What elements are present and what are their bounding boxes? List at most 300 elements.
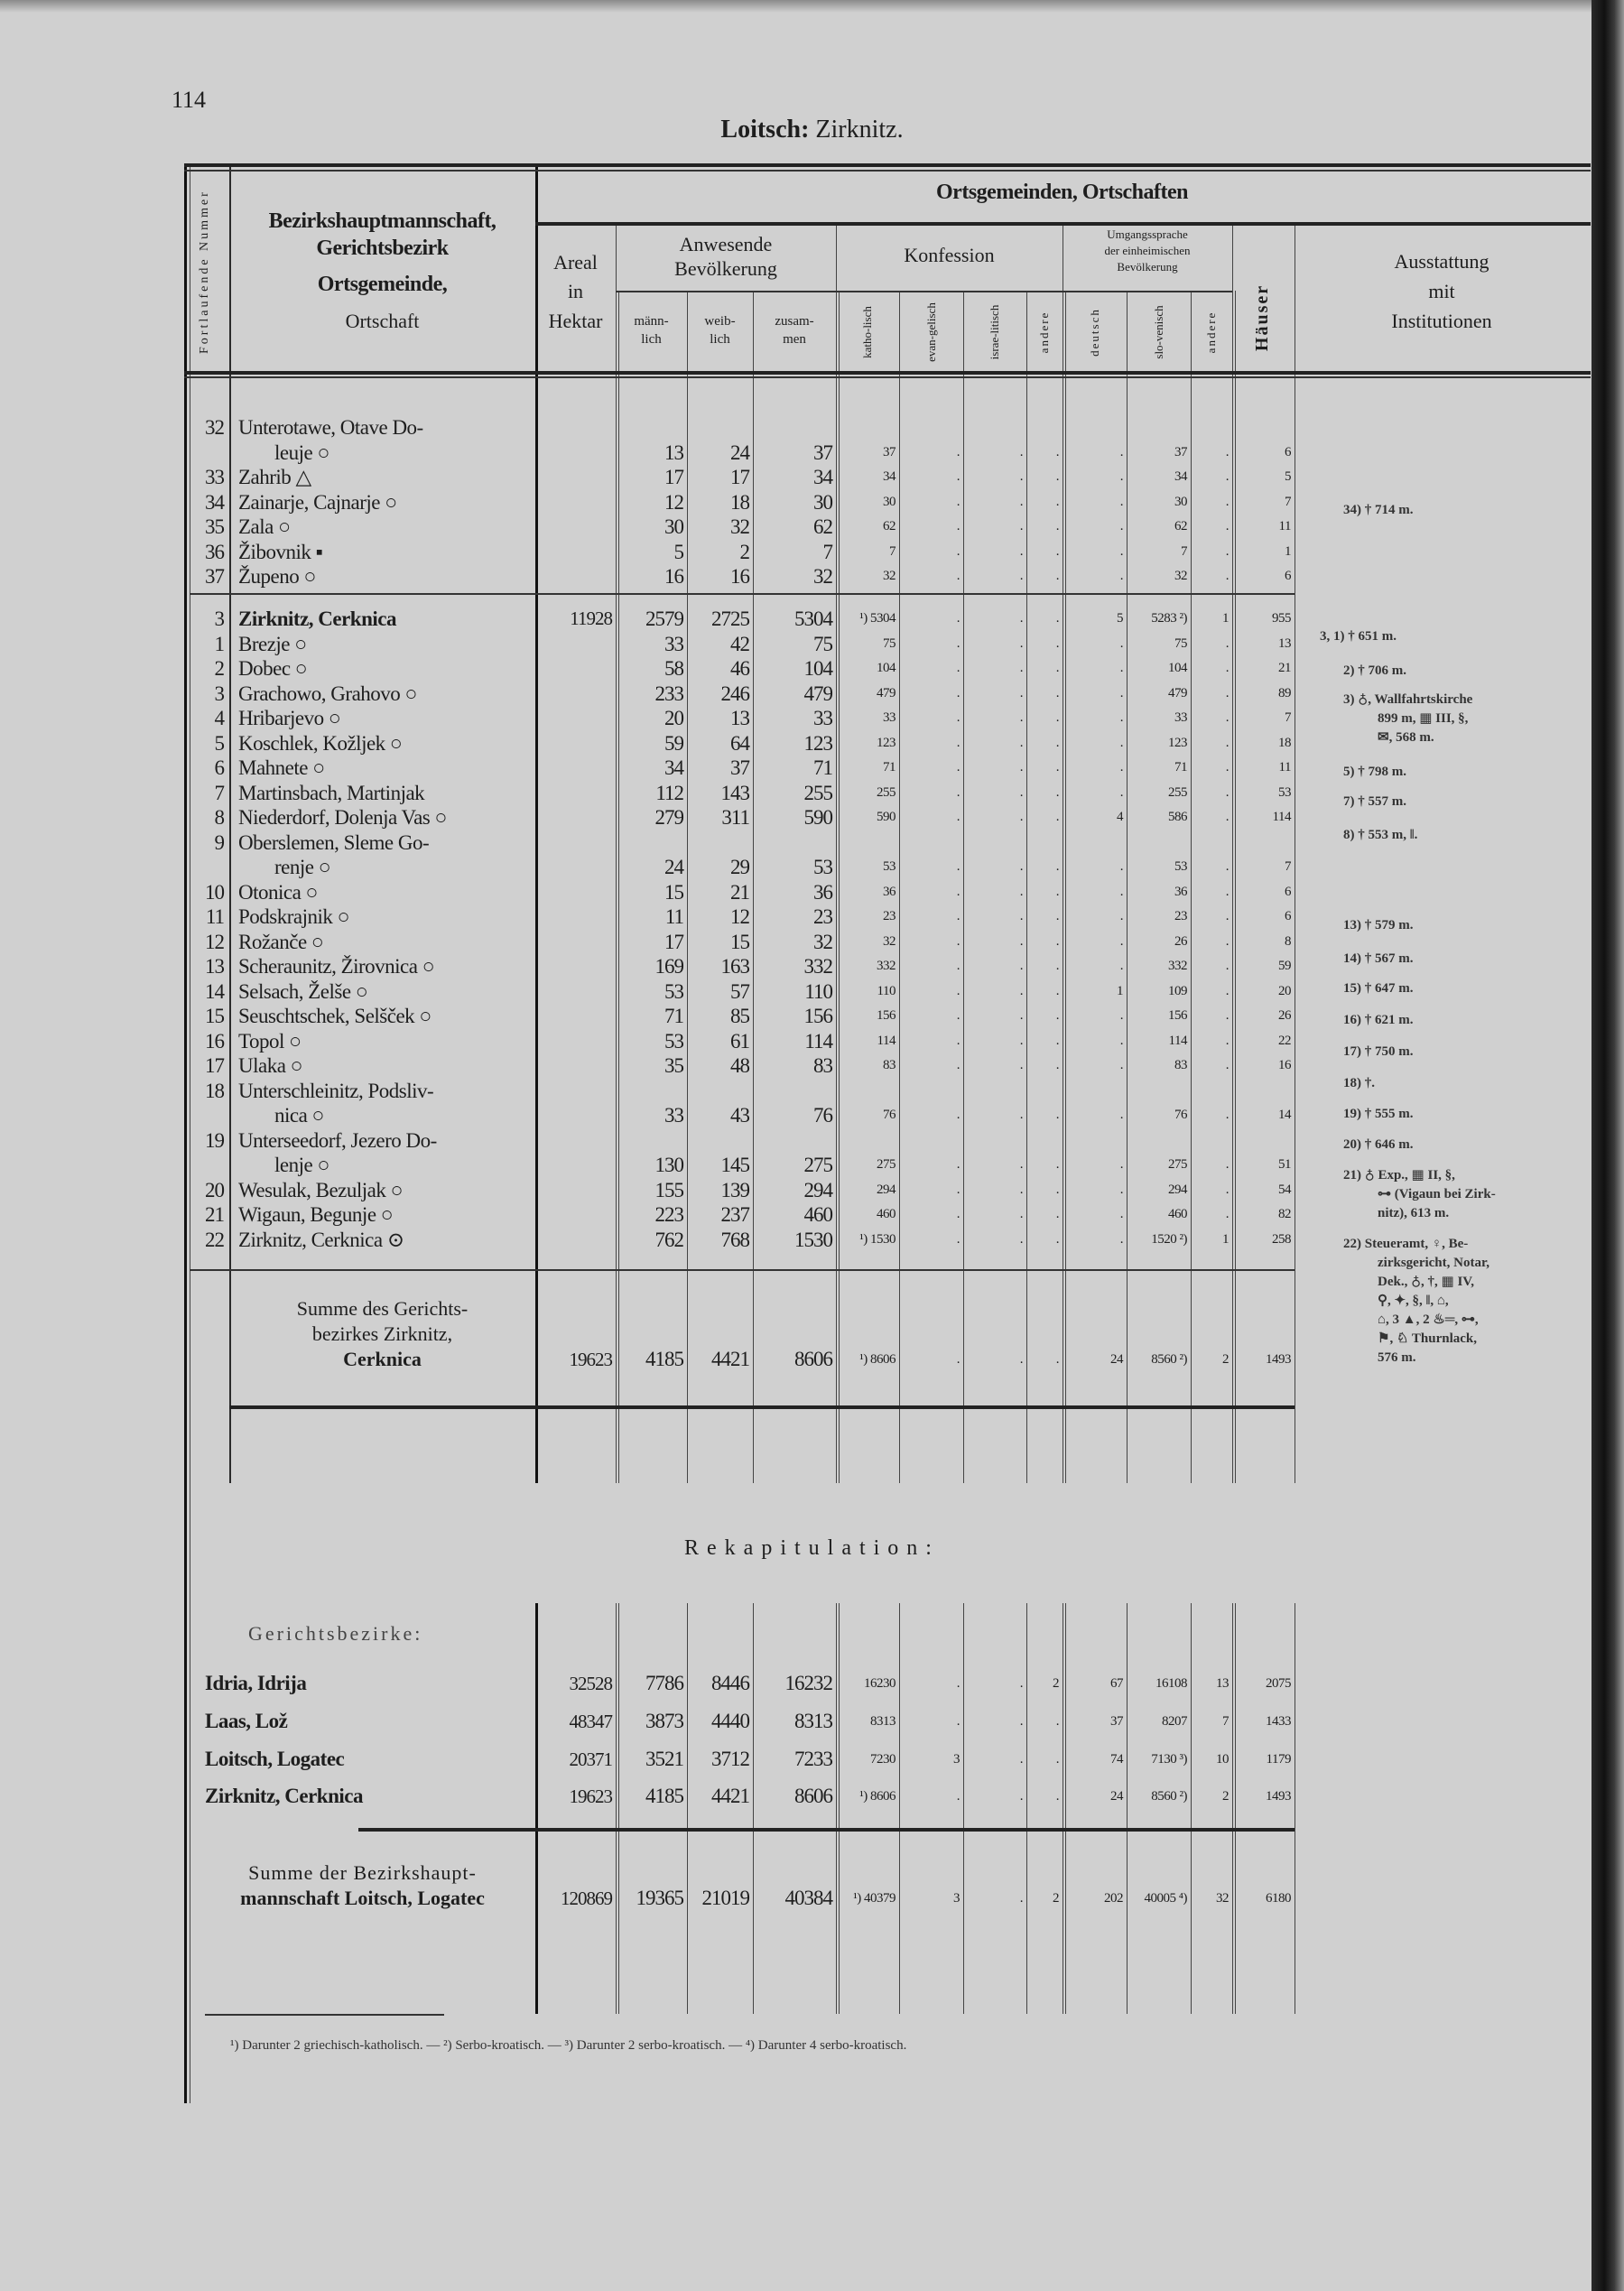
recap-sum-name-line: Summe der Bezirkshaupt-: [248, 1861, 477, 1884]
cell-deu: .: [1119, 784, 1123, 800]
place-name: Oberslemen, Sleme Go-: [238, 830, 430, 854]
cell-m: 33: [664, 1104, 683, 1127]
cell-ev: .: [956, 469, 960, 484]
cell-haus: 7: [1285, 859, 1291, 874]
cell-m: 30: [664, 515, 683, 538]
row-number: 34: [205, 490, 224, 514]
institution-note-line: 16) † 621 m.: [1343, 1013, 1414, 1027]
cell-deu: .: [1119, 569, 1123, 583]
row-number: 8: [214, 806, 224, 829]
recap-title: Rekapitulation:: [684, 1536, 940, 1560]
cell-and1: .: [1055, 760, 1059, 774]
cell-z: 255: [803, 781, 832, 804]
header-areal-hektar: Hektar: [548, 310, 603, 332]
cell-and1: .: [1055, 1714, 1059, 1729]
table-row: [0, 415, 1624, 465]
cell-isr: .: [1019, 1789, 1023, 1804]
cell-z: 156: [803, 1005, 832, 1027]
cell-slo: 294: [1168, 1182, 1187, 1197]
recap-district-name: Idria, Idrija: [205, 1672, 307, 1694]
cell-w: 246: [720, 682, 749, 705]
cell-w: 145: [720, 1154, 749, 1176]
place-name: Mahnete ○: [238, 756, 325, 779]
cell-and2: .: [1225, 685, 1229, 700]
cell-m: 169: [654, 955, 683, 978]
cell-haus: 51: [1278, 1157, 1291, 1172]
cell-z: 36: [813, 880, 832, 904]
cell-areal: 120869: [561, 1888, 612, 1909]
column-rule: [1232, 222, 1233, 291]
cell-m: 53: [664, 979, 683, 1003]
header-areal-in: in: [567, 280, 584, 302]
cell-m: 33: [664, 632, 683, 655]
place-name: nica ○: [274, 1104, 324, 1127]
cell-ev: .: [956, 1033, 960, 1048]
cell-and2: 2: [1222, 1352, 1229, 1367]
cell-z: 75: [813, 632, 832, 655]
cell-and1: .: [1055, 784, 1059, 800]
cell-haus: 21: [1278, 661, 1291, 675]
cell-haus: 7: [1285, 710, 1291, 725]
header-weiblich-2: lich: [710, 332, 730, 347]
row-number: 20: [205, 1178, 224, 1201]
cell-haus: 16: [1278, 1058, 1291, 1072]
row-number: 6: [214, 756, 224, 779]
cell-m: 233: [654, 682, 683, 705]
cell-m: 155: [654, 1178, 683, 1201]
cell-and1: .: [1055, 710, 1059, 725]
cell-w: 8446: [711, 1672, 749, 1694]
cell-isr: .: [1019, 735, 1023, 750]
row-number: 3: [214, 608, 224, 630]
institution-note-line: 19) † 555 m.: [1343, 1107, 1414, 1121]
cell-and1: .: [1055, 685, 1059, 700]
cell-and2: .: [1225, 1033, 1229, 1048]
institution-note-line: 3) ♁, Wallfahrtskirche: [1343, 692, 1473, 707]
cell-z: 71: [813, 756, 832, 779]
cell-ev: 3: [953, 1891, 960, 1906]
row-number: 17: [205, 1054, 224, 1077]
row-number: 12: [205, 930, 224, 953]
cell-and1: .: [1055, 1207, 1059, 1221]
cell-and2: .: [1225, 469, 1229, 484]
cell-kath: 590: [877, 810, 896, 824]
place-name: Koschlek, Kožljek ○: [238, 731, 403, 755]
cell-and2: .: [1225, 519, 1229, 533]
cell-ev: .: [956, 494, 960, 509]
cell-deu: .: [1119, 685, 1123, 700]
place-name: Unterseedorf, Jezero Do-: [238, 1128, 437, 1152]
cell-z: 110: [804, 979, 832, 1003]
cell-isr: .: [1019, 635, 1023, 651]
row-number: 18: [205, 1079, 224, 1102]
sum-rule: [229, 1405, 1295, 1409]
cell-ev: .: [956, 1182, 960, 1197]
cell-deu: .: [1119, 1207, 1123, 1221]
institution-note-line: 15) † 647 m.: [1343, 981, 1414, 996]
cell-m: 34: [664, 756, 683, 779]
cell-isr: .: [1019, 494, 1023, 509]
header-deutsch: deutsch: [1088, 308, 1101, 357]
cell-isr: .: [1019, 469, 1023, 484]
cell-z: 5304: [794, 608, 832, 630]
cell-and1: .: [1055, 569, 1059, 583]
cell-m: 15: [664, 880, 683, 904]
cell-haus: 1493: [1266, 1789, 1291, 1804]
cell-slo: 26: [1174, 933, 1187, 949]
cell-haus: 11: [1278, 760, 1291, 774]
cell-and1: .: [1055, 959, 1059, 973]
cell-deu: .: [1119, 933, 1123, 949]
cell-areal: 19623: [569, 1785, 612, 1807]
place-name: Dobec ○: [238, 657, 308, 680]
cell-z: 16232: [784, 1672, 832, 1694]
cell-and1: .: [1055, 661, 1059, 675]
cell-z: 62: [813, 515, 832, 538]
institution-note: [1343, 1105, 1414, 1124]
cell-and1: 2: [1053, 1891, 1059, 1906]
recap-district-name: Laas, Lož: [205, 1710, 288, 1732]
cell-slo: 62: [1174, 519, 1187, 533]
place-name: Seuschtschek, Selšček ○: [238, 1005, 432, 1027]
cell-deu: 67: [1110, 1676, 1123, 1691]
cell-haus: 114: [1272, 810, 1291, 824]
institution-note-line: ✉, 568 m.: [1378, 730, 1434, 745]
row-number: 2: [214, 657, 224, 680]
cell-and1: .: [1055, 810, 1059, 824]
cell-ev: .: [956, 760, 960, 774]
cell-w: 17: [730, 466, 749, 488]
cell-isr: .: [1019, 1714, 1023, 1729]
cell-slo: 76: [1174, 1108, 1187, 1122]
cell-m: 17: [664, 466, 683, 488]
cell-z: 123: [803, 731, 832, 755]
header-einheimischen: der einheimischen: [1104, 244, 1191, 257]
recap-sum-name-line: mannschaft Loitsch, Logatec: [240, 1887, 485, 1909]
cell-m: 5: [673, 540, 683, 563]
cell-deu: .: [1119, 1157, 1123, 1172]
cell-kath: 71: [883, 760, 896, 774]
cell-w: 46: [730, 657, 749, 680]
cell-kath: ¹) 8606: [859, 1789, 896, 1804]
cell-kath: 32: [883, 933, 896, 949]
cell-w: 2: [739, 540, 749, 563]
institution-note-line: 20) † 646 m.: [1343, 1137, 1414, 1152]
cell-and2: .: [1225, 1157, 1229, 1172]
cell-slo: 114: [1168, 1033, 1187, 1048]
cell-ev: .: [956, 1108, 960, 1122]
cell-z: 32: [813, 930, 832, 953]
footnotes: ¹) Darunter 2 griechisch-katholisch. — ²) Serbo-kroatisch. — ³) Darunter 2 serbo-kroatisch. — ⁴) Darunter 4 serbo-kroatisch.: [230, 2038, 907, 2053]
cell-and2: .: [1225, 710, 1229, 725]
cell-and2: 2: [1222, 1789, 1229, 1804]
cell-kath: ¹) 1530: [859, 1231, 896, 1247]
cell-ev: .: [956, 859, 960, 874]
cell-slo: 1520 ²): [1151, 1231, 1187, 1247]
cell-z: 104: [803, 657, 832, 680]
institution-note-line: 7) † 557 m.: [1343, 794, 1406, 809]
cell-and2: .: [1225, 784, 1229, 800]
institution-note-line: 34) † 714 m.: [1343, 503, 1414, 517]
cell-isr: .: [1019, 810, 1023, 824]
cell-kath: 30: [883, 494, 896, 509]
place-name: leuje ○: [274, 441, 329, 464]
cell-haus: 13: [1278, 635, 1291, 651]
institution-note: [1320, 627, 1397, 646]
cell-slo: 37: [1174, 444, 1187, 459]
institution-note-line: ⊶ (Vigaun bei Zirk-: [1378, 1187, 1496, 1201]
cell-m: 13: [664, 441, 683, 464]
cell-m: 24: [664, 856, 683, 878]
cell-isr: .: [1019, 983, 1023, 998]
cell-isr: .: [1019, 661, 1023, 675]
cell-deu: .: [1119, 1008, 1123, 1023]
cell-and2: .: [1225, 1182, 1229, 1197]
cell-and2: 1: [1222, 1231, 1229, 1247]
cell-ev: 3: [953, 1752, 960, 1767]
header-zusammen-2: men: [783, 332, 806, 347]
place-name: Podskrajnik ○: [238, 905, 350, 928]
place-name: Unterschleinitz, Podsliv-: [238, 1079, 434, 1102]
header-rule: [535, 222, 1591, 226]
institution-note-line: 576 m.: [1378, 1350, 1416, 1365]
cell-m: 4185: [645, 1348, 683, 1370]
cell-and1: .: [1055, 1752, 1059, 1767]
cell-w: 768: [720, 1228, 749, 1251]
cell-and2: 1: [1222, 611, 1229, 626]
cell-and1: .: [1055, 611, 1059, 626]
cell-deu: 74: [1110, 1752, 1123, 1767]
cell-m: 762: [654, 1228, 683, 1251]
row-number: 33: [205, 466, 224, 488]
header-rule: [616, 291, 836, 292]
cell-and1: .: [1055, 933, 1059, 949]
header-bevoelkerung: Bevölkerung: [674, 257, 777, 280]
cell-haus: 8: [1285, 933, 1291, 949]
cell-and2: 10: [1216, 1752, 1229, 1767]
header-evangelisch: evan-gelisch: [924, 302, 938, 362]
cell-z: 40384: [784, 1887, 832, 1909]
cell-kath: 104: [877, 661, 896, 675]
cell-isr: .: [1019, 1352, 1023, 1367]
cell-and2: .: [1225, 444, 1229, 459]
cell-w: 42: [730, 632, 749, 655]
cell-haus: 2075: [1266, 1676, 1291, 1691]
cell-kath: 7: [889, 543, 896, 559]
place-name: Niederdorf, Dolenja Vas ○: [238, 806, 447, 829]
header-anwesende: Anwesende: [679, 233, 773, 255]
cell-ev: .: [956, 810, 960, 824]
cell-and1: .: [1055, 1058, 1059, 1072]
cell-isr: .: [1019, 1157, 1023, 1172]
cell-kath: 255: [877, 784, 896, 800]
cell-and2: .: [1225, 983, 1229, 998]
cell-m: 3873: [645, 1710, 683, 1732]
group-separator: [190, 1269, 1295, 1271]
header-konfession: Konfession: [904, 244, 995, 266]
institution-note-line: 22) Steueramt, ♀, Be-: [1343, 1237, 1469, 1251]
cell-deu: .: [1119, 519, 1123, 533]
cell-haus: 26: [1278, 1008, 1291, 1023]
cell-w: 37: [730, 756, 749, 779]
cell-ev: .: [956, 710, 960, 725]
cell-and1: .: [1055, 1108, 1059, 1122]
cell-kath: ¹) 8606: [859, 1352, 896, 1367]
row-number: 35: [205, 515, 224, 538]
cell-and1: .: [1055, 494, 1059, 509]
institution-note-line: Dek., ♁, †, ▦ IV,: [1378, 1275, 1474, 1289]
institution-note: [1343, 691, 1472, 747]
cell-w: 21019: [701, 1887, 749, 1909]
header-ortschaft: Ortschaft: [345, 310, 420, 332]
sum-name-line: Cerknica: [343, 1348, 422, 1370]
cell-w: 139: [720, 1178, 749, 1201]
cell-z: 34: [813, 466, 832, 488]
cell-isr: .: [1019, 1676, 1023, 1691]
institution-note-line: 899 m, ▦ III, §,: [1378, 711, 1469, 726]
cell-z: 294: [803, 1178, 832, 1201]
cell-areal: 32528: [569, 1673, 612, 1694]
cell-m: 17: [664, 930, 683, 953]
cell-slo: 34: [1174, 469, 1187, 484]
cell-w: 143: [720, 781, 749, 804]
cell-z: 37: [813, 441, 832, 464]
page-title-bold: Loitsch:: [720, 116, 810, 144]
cell-isr: .: [1019, 959, 1023, 973]
header-rule: [836, 291, 1063, 292]
cell-kath: 479: [877, 685, 896, 700]
cell-areal: 19623: [569, 1349, 612, 1370]
cell-slo: 156: [1168, 1008, 1187, 1023]
cell-z: 479: [803, 682, 832, 705]
cell-and2: .: [1225, 959, 1229, 973]
cell-deu: 5: [1117, 611, 1123, 626]
cell-haus: 6: [1285, 444, 1291, 459]
cell-kath: 62: [883, 519, 896, 533]
cell-isr: .: [1019, 1058, 1023, 1072]
cell-deu: .: [1119, 735, 1123, 750]
cell-w: 43: [730, 1104, 749, 1127]
cell-slo: 5283 ²): [1151, 611, 1187, 626]
cell-haus: 14: [1278, 1108, 1291, 1122]
cell-ev: .: [956, 1676, 960, 1691]
page-number: 114: [172, 87, 207, 113]
recap-sum-rule: [358, 1828, 1295, 1832]
cell-isr: .: [1019, 444, 1023, 459]
row-number: 19: [205, 1128, 224, 1152]
cell-and2: .: [1225, 1008, 1229, 1023]
cell-z: 8313: [794, 1710, 832, 1732]
cell-w: 57: [730, 979, 749, 1003]
cell-and1: .: [1055, 859, 1059, 874]
header-rule: [1063, 291, 1232, 292]
cell-isr: .: [1019, 1182, 1023, 1197]
cell-ev: .: [956, 1789, 960, 1804]
header-mit: mit: [1428, 280, 1455, 302]
table-row: [0, 880, 1624, 905]
institution-note: [1343, 826, 1417, 845]
cell-w: 48: [730, 1054, 749, 1077]
cell-haus: 6: [1285, 569, 1291, 583]
header-institutionen: Institutionen: [1391, 310, 1492, 332]
cell-haus: 6: [1285, 909, 1291, 923]
cell-slo: 479: [1168, 685, 1187, 700]
cell-z: 590: [803, 806, 832, 829]
cell-m: 12: [664, 490, 683, 514]
cell-w: 311: [721, 806, 749, 829]
page-title: [0, 116, 1624, 144]
cell-m: 19365: [636, 1887, 683, 1909]
table-row: [0, 540, 1624, 565]
cell-kath: ¹) 5304: [859, 611, 896, 626]
recap-district-name: Loitsch, Logatec: [205, 1748, 345, 1770]
cell-w: 64: [730, 731, 749, 755]
cell-haus: 82: [1278, 1207, 1291, 1221]
cell-w: 4421: [711, 1785, 749, 1807]
cell-slo: 109: [1168, 983, 1187, 998]
cell-haus: 54: [1278, 1182, 1291, 1197]
header-sprache-bevoelkerung: Bevölkerung: [1117, 260, 1178, 274]
cell-z: 7233: [794, 1748, 832, 1770]
cell-ev: .: [956, 1231, 960, 1247]
institution-note-line: 3, 1) † 651 m.: [1320, 629, 1397, 644]
table-top-border-inner: [184, 170, 1591, 172]
place-name: Otonica ○: [238, 880, 318, 904]
header-weiblich-1: weib-: [704, 314, 736, 329]
cell-and1: .: [1055, 1789, 1059, 1804]
recap-row: [0, 1784, 1624, 1809]
cell-and1: .: [1055, 1033, 1059, 1048]
cell-kath: 53: [883, 859, 896, 874]
cell-isr: .: [1019, 1752, 1023, 1767]
cell-haus: 1: [1285, 543, 1291, 559]
cell-and1: .: [1055, 635, 1059, 651]
cell-isr: .: [1019, 1231, 1023, 1247]
cell-ev: .: [956, 519, 960, 533]
cell-slo: 8560 ²): [1151, 1789, 1187, 1804]
cell-and1: .: [1055, 444, 1059, 459]
cell-m: 35: [664, 1054, 683, 1077]
row-number: 11: [205, 905, 224, 928]
cell-deu: .: [1119, 1182, 1123, 1197]
cell-slo: 40005 ⁴): [1144, 1891, 1187, 1906]
cell-and1: .: [1055, 909, 1059, 923]
cell-haus: 1179: [1266, 1752, 1291, 1767]
row-number: 22: [205, 1228, 224, 1251]
place-name: Brezje ○: [238, 632, 307, 655]
cell-deu: .: [1119, 710, 1123, 725]
cell-isr: .: [1019, 933, 1023, 949]
institution-note-line: ⚲, ✦, §, ‖, ⌂,: [1378, 1294, 1449, 1308]
sum-name-line: bezirkes Zirknitz,: [311, 1322, 453, 1345]
cell-kath: 37: [883, 444, 896, 459]
row-number: 9: [214, 830, 224, 854]
cell-slo: 53: [1174, 859, 1187, 874]
cell-kath: 114: [877, 1033, 896, 1048]
cell-haus: 5: [1285, 469, 1291, 484]
institution-note: [1343, 916, 1414, 935]
cell-isr: .: [1019, 569, 1023, 583]
cell-m: 4185: [645, 1785, 683, 1807]
column-rule: [836, 222, 837, 291]
cell-and1: .: [1055, 1182, 1059, 1197]
header-maennlich-2: lich: [641, 332, 662, 347]
cell-slo: 8207: [1162, 1714, 1187, 1729]
cell-haus: 89: [1278, 685, 1291, 700]
cell-and1: .: [1055, 884, 1059, 899]
cell-haus: 6: [1285, 884, 1291, 899]
cell-ev: .: [956, 1008, 960, 1023]
